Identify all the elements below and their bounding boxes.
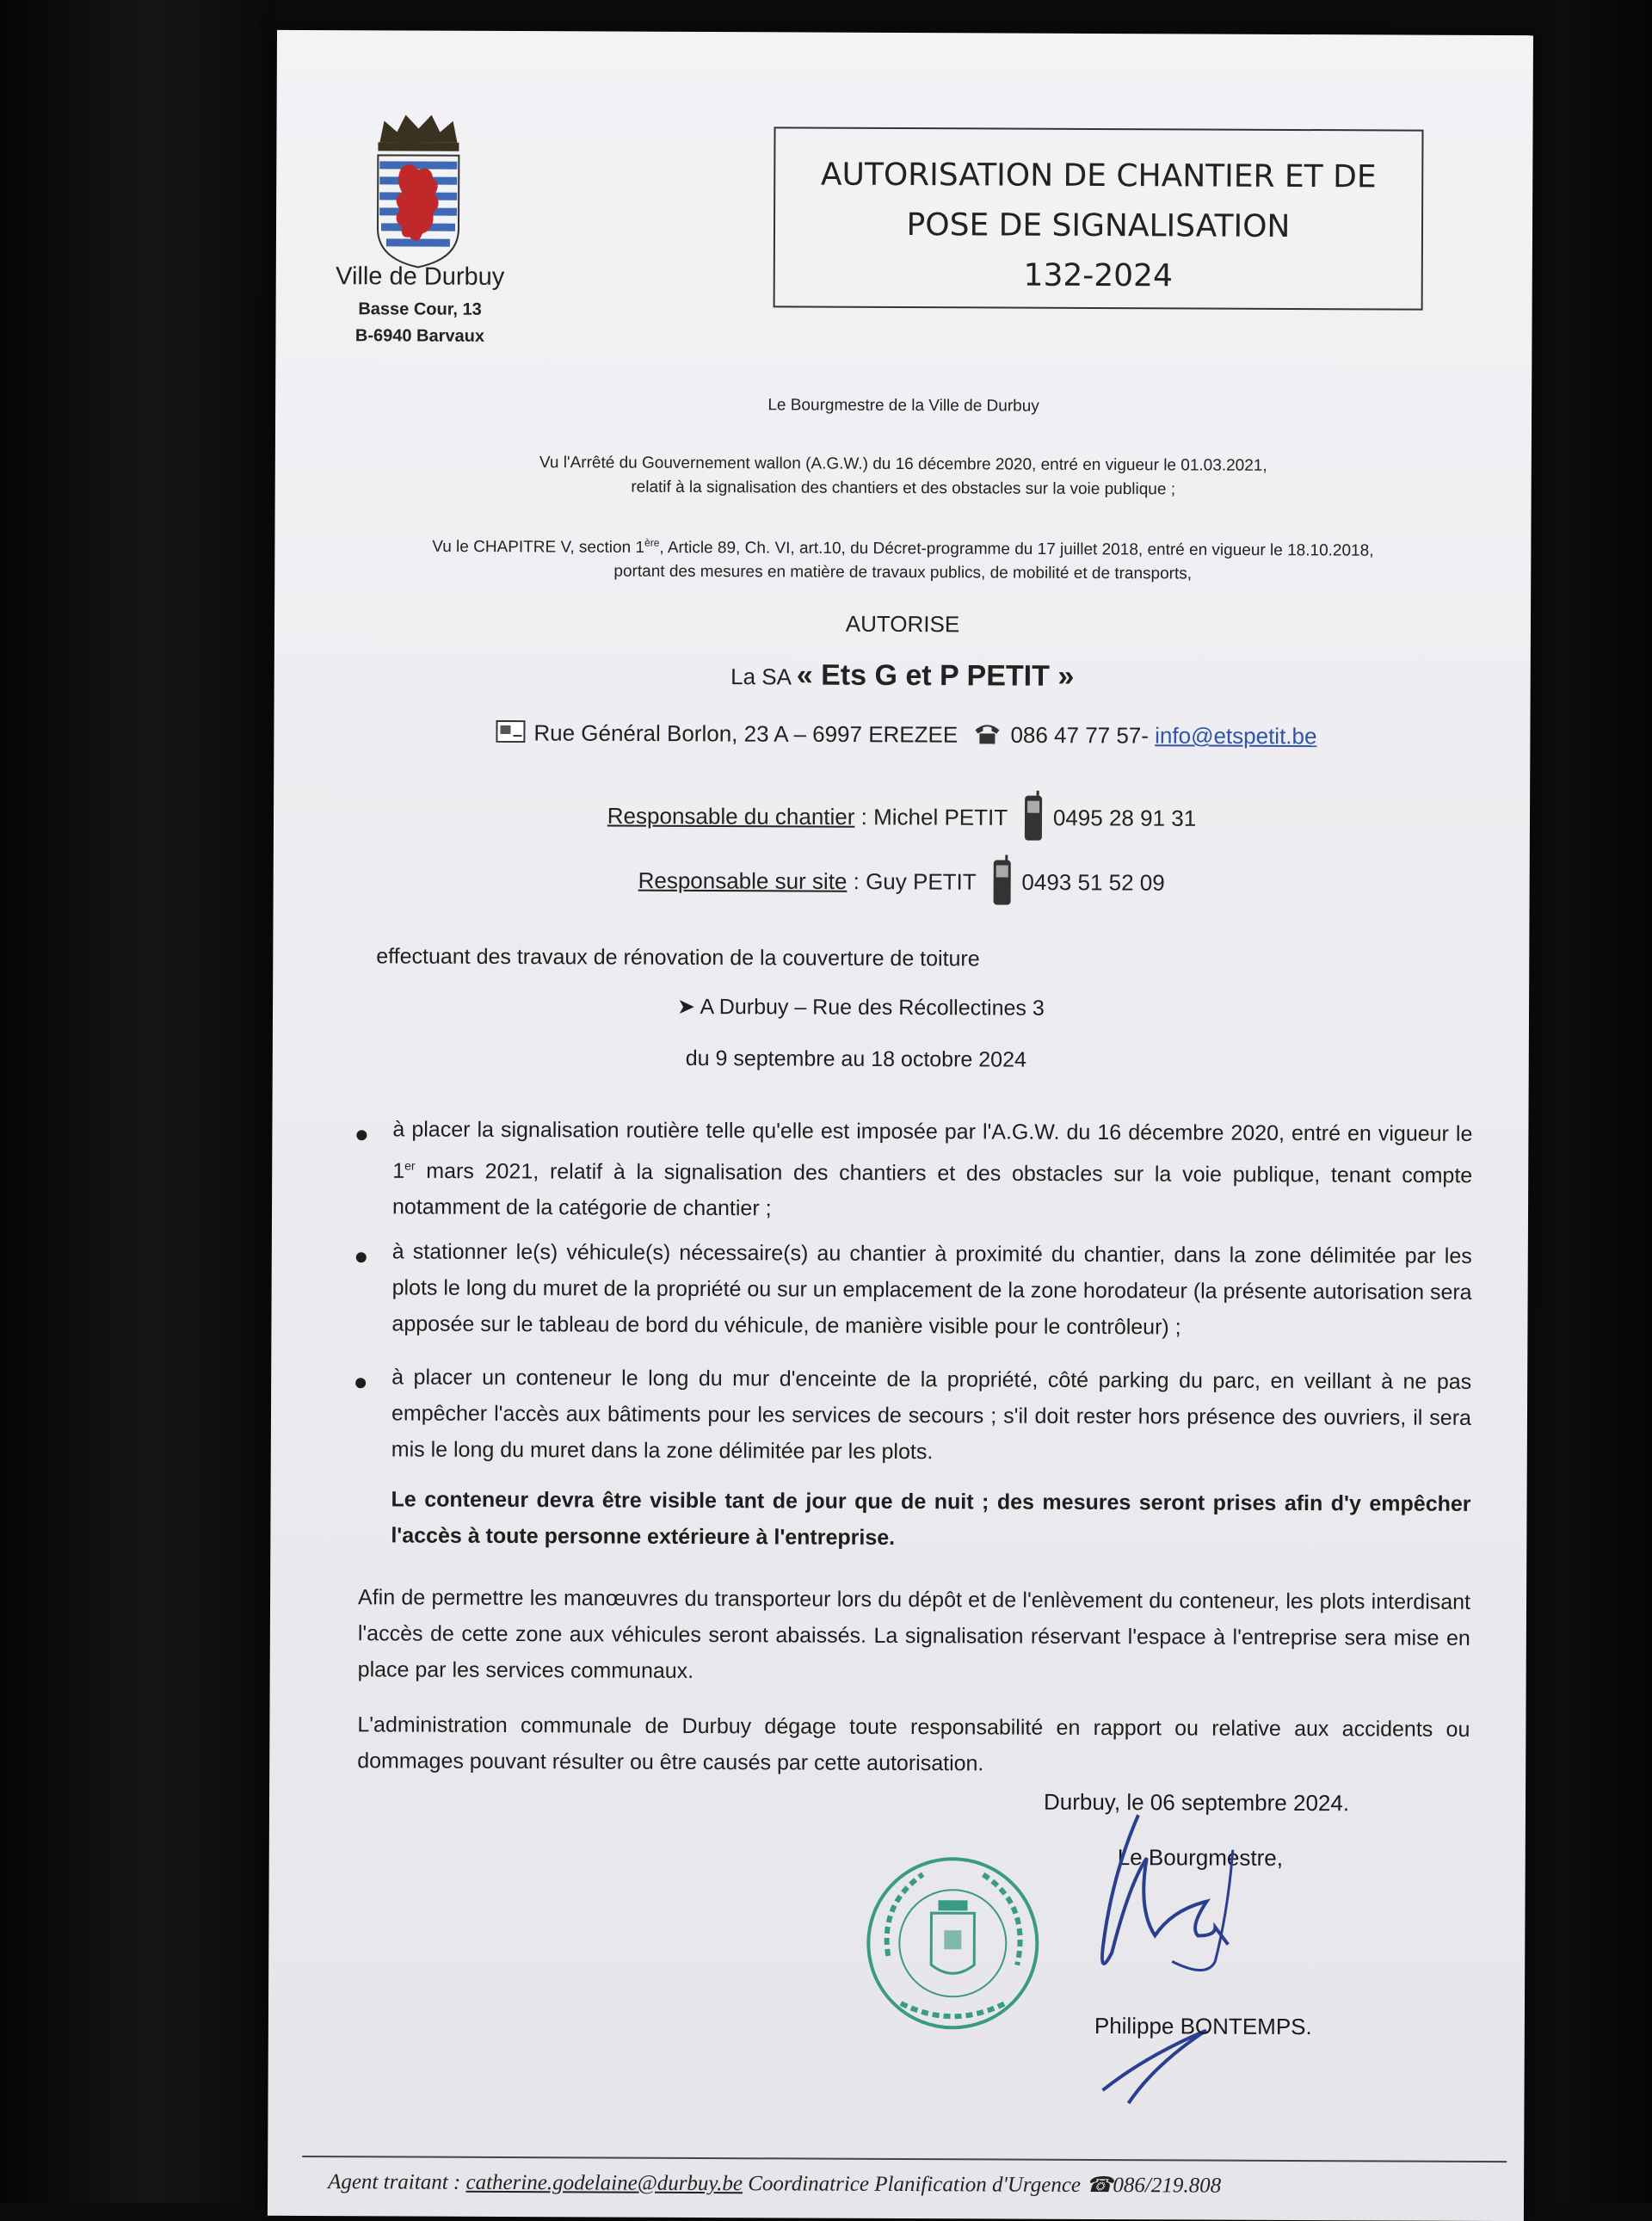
- vu2-line2: portant des mesures en matière de travaux publics, de mobilité et de transports,: [343, 558, 1462, 588]
- vu1-line1: Vu l'Arrêté du Gouvernement wallon (A.G.W.) du 16 décembre 2020, entré en vigueur le 01.03.2021,: [344, 450, 1463, 479]
- letter-icon: [496, 720, 525, 749]
- signatory-name: Philippe BONTEMPS.: [1094, 2013, 1312, 2040]
- mobile-phone-icon: [1022, 791, 1045, 848]
- vu2-post: , Article 89, Ch. VI, art.10, du Décret-programme du 17 juillet 2018, entré en vigueur le 18.10.2018,: [659, 539, 1373, 560]
- vu-arrete: [344, 450, 1463, 503]
- bullet1-sup: er: [404, 1158, 416, 1172]
- chantier-responsible: [342, 787, 1461, 850]
- works-period-text: du 9 septembre au 18 octobre 2024: [686, 1046, 1026, 1072]
- conteneur-note: [391, 1481, 1470, 1558]
- chantier-label: Responsable du chantier: [607, 803, 855, 830]
- conteneur-note-text: Le conteneur devra être visible tant de jour que de nuit ; des mesures seront prises afin d'y empêcher l'accès à toute personne extérieure à l'entreprise.: [391, 1487, 1470, 1550]
- site-label: Responsable sur site: [638, 867, 848, 894]
- paragraph-manoeuvres: [358, 1579, 1471, 1693]
- company-phone: 086 47 77 57-: [1010, 722, 1149, 749]
- authority-text: Le Bourgmestre de la Ville de Durbuy: [767, 396, 1039, 415]
- site-responsible: [342, 852, 1461, 915]
- title-line1: AUTORISATION DE CHANTIER ET DE: [775, 150, 1421, 202]
- bullet-dot: [356, 1130, 367, 1140]
- bullet-stationnement: [391, 1233, 1472, 1346]
- town-address-line1: Basse Cour, 13: [319, 299, 521, 320]
- authorise-text: AUTORISE: [846, 611, 960, 638]
- phone-icon: ☎: [1086, 2174, 1113, 2197]
- company-email-link[interactable]: info@etspetit.be: [1155, 723, 1316, 750]
- works-location: [677, 989, 1279, 1027]
- vu-decret: [343, 529, 1462, 588]
- bullet-signalisation: [392, 1111, 1473, 1230]
- signature-date: Durbuy, le 06 septembre 2024.: [1044, 1789, 1349, 1817]
- bullet2-text: à stationner le(s) véhicule(s) nécessaire(s) au chantier à proximité du chantier, dans la zone délimitée par les plots le long du muret de la propriété ou sur un emplacement de la zone horodateur (la présente autorisation sera apposée sur le tableau de bord du véhicule, de manière visible pour le contrôleur) ;: [391, 1239, 1471, 1339]
- authority-line: [344, 392, 1463, 421]
- document-sheet: [268, 30, 1533, 2221]
- chantier-name: : Michel PETIT: [854, 804, 1007, 830]
- works-description: [376, 938, 1322, 978]
- vu2-pre: Vu le CHAPITRE V, section 1: [432, 538, 644, 557]
- arrow-bullet-icon: ➤: [677, 995, 695, 1019]
- signature-role: Le Bourgmestre,: [1118, 1844, 1283, 1872]
- company-address: Rue Général Borlon, 23 A – 6997 EREZEE: [533, 719, 958, 747]
- paragraph2-text: L'administration communale de Durbuy dégage toute responsabilité en rapport ou relative aux accidents ou dommages pouvant résulter ou être causés par cette autorisation.: [357, 1712, 1470, 1775]
- vu1-line2: relatif à la signalisation des chantiers et des obstacles sur la voie publique ;: [344, 474, 1463, 503]
- handwritten-signature: [1076, 1806, 1267, 2117]
- bullet-conteneur: [391, 1359, 1472, 1471]
- company-name: « Ets G et P PETIT »: [797, 658, 1075, 692]
- works-period: [686, 1040, 1288, 1079]
- dark-left-border: [0, 0, 275, 2203]
- site-phone: 0493 51 52 09: [1021, 869, 1164, 896]
- town-header: [318, 262, 521, 347]
- works-description-text: effectuant des travaux de rénovation de la couverture de toiture: [376, 944, 980, 971]
- agent-email-link[interactable]: catherine.godelaine@durbuy.be: [465, 2171, 743, 2195]
- chantier-phone: 0495 28 91 31: [1053, 805, 1196, 831]
- bullet-dot: [355, 1378, 366, 1388]
- vu2-sup: ère: [644, 537, 659, 549]
- title-box: [774, 126, 1424, 310]
- official-stamp: [862, 1853, 1044, 2034]
- bullet1-pre: à placer la signalisation routière telle qu'elle est imposée par l'A.G.W. du 16 décembre 2020, entré en vigueur le 1: [392, 1117, 1472, 1182]
- agent-phone: 086/219.808: [1113, 2174, 1221, 2198]
- paragraph1-text: Afin de permettre les manœuvres du transporteur lors du dépôt et de l'enlèvement du conteneur, les plots interdisant l'accès de cette zone aux véhicules seront abaissés. La signalisation réservant l'espace à l'entreprise sera mise en place par les services communaux.: [358, 1585, 1470, 1683]
- phone-icon: [972, 721, 1002, 751]
- authorise-heading: [343, 608, 1462, 640]
- company-prefix: La SA: [730, 663, 791, 689]
- bullet3-text: à placer un conteneur le long du mur d'enceinte de la propriété, côté parking du parc, en veillant à ne pas empêcher l'accès aux bâtiments pour les services de secours ; s'il doit rester hors présence des ouvriers, il sera mis le long du muret dans la zone délimitée par les plots.: [391, 1365, 1471, 1464]
- works-location-text: A Durbuy – Rue des Récollectines 3: [700, 995, 1045, 1021]
- bullet-dot: [356, 1252, 367, 1262]
- footer-divider: [302, 2156, 1507, 2162]
- mobile-phone-icon: [990, 854, 1013, 912]
- company-contact: [342, 719, 1461, 754]
- bullet1-post: mars 2021, relatif à la signalisation des chantiers et des obstacles sur la voie publique, tenant compte notamment de la catégorie de chantier ;: [392, 1159, 1472, 1221]
- agent-role: Coordinatrice Planification d'Urgence: [748, 2172, 1081, 2197]
- agent-label: Agent traitant :: [328, 2170, 460, 2194]
- town-name: Ville de Durbuy: [319, 262, 521, 292]
- footer: [328, 2169, 1515, 2199]
- authorisation-number: 132-2024: [775, 250, 1421, 302]
- town-address-line2: B-6940 Barvaux: [318, 326, 521, 347]
- site-name: : Guy PETIT: [847, 868, 976, 895]
- paragraph-responsabilite: [357, 1706, 1470, 1784]
- dark-right-border: [1557, 0, 1652, 2203]
- company-line: [343, 657, 1462, 695]
- title-line2: POSE DE SIGNALISATION: [775, 200, 1421, 252]
